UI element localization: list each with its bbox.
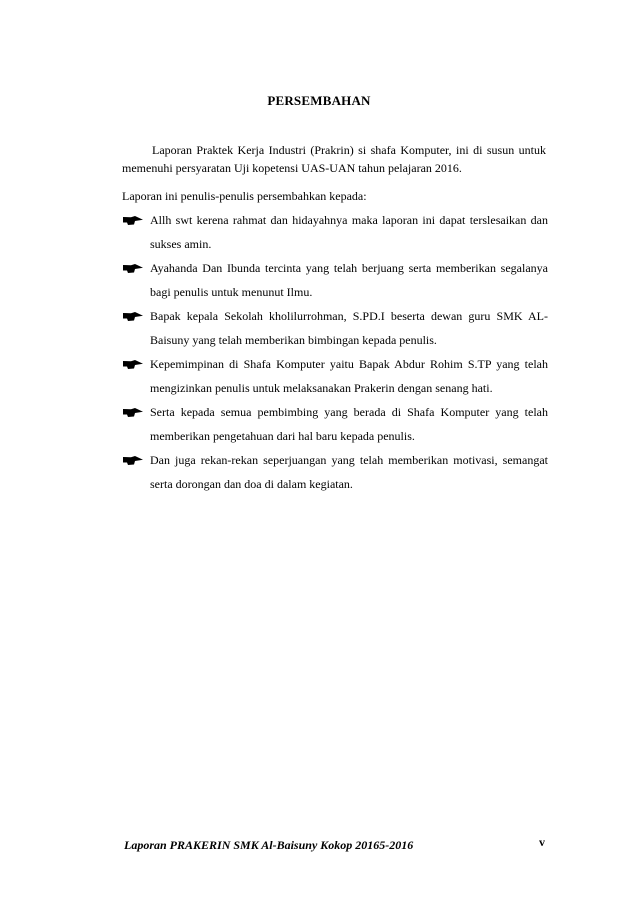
list-item (122, 400, 548, 448)
list-item-text: Ayahanda Dan Ibunda tercinta yang telah berjuang serta memberikan segalanya bagi penulis untuk menunut Ilmu. (150, 261, 548, 299)
pointing-hand-icon (122, 310, 144, 322)
pointing-hand-icon (122, 262, 144, 274)
intro-paragraph: Laporan Praktek Kerja Industri (Prakrin) si shafa Komputer, ini di susun untuk memenuhi persyaratan Uji kopetensi UAS-UAN tahun pelajaran 2016. (122, 143, 546, 175)
list-item (122, 448, 548, 496)
list-item-text: Bapak kepala Sekolah kholilurrohman, S.PD.I beserta dewan guru SMK AL-Baisuny yang telah memberikan bimbingan kepada penulis. (150, 309, 548, 347)
list-item-text: Allh swt kerena rahmat dan hidayahnya maka laporan ini dapat terslesaikan dan sukses amin. (150, 213, 548, 251)
pointing-hand-icon (122, 358, 144, 370)
list-item (122, 352, 548, 400)
pointing-hand-icon (122, 454, 144, 466)
pointing-hand-icon (122, 406, 144, 418)
dedication-lead: Laporan ini penulis-penulis persembahkan kepada: (122, 189, 367, 203)
list-item-text: Dan juga rekan-rekan seperjuangan yang telah memberikan motivasi, semangat serta dorongan dan doa di dalam kegiatan. (150, 453, 548, 491)
page-number: v (539, 835, 545, 849)
dedication-list (122, 208, 548, 496)
list-item (122, 256, 548, 304)
list-item (122, 208, 548, 256)
pointing-hand-icon (122, 214, 144, 226)
list-item-text: Serta kepada semua pembimbing yang berada di Shafa Komputer yang telah memberikan pengetahuan dari hal baru kepada penulis. (150, 405, 548, 443)
list-item-text: Kepemimpinan di Shafa Komputer yaitu Bapak Abdur Rohim S.TP yang telah mengizinkan penulis untuk melaksanakan Prakerin dengan senang hati. (150, 357, 548, 395)
page-title: PERSEMBAHAN (267, 93, 371, 108)
footer-text: Laporan PRAKERIN SMK Al-Baisuny Kokop 20165-2016 (124, 838, 414, 852)
list-item (122, 304, 548, 352)
